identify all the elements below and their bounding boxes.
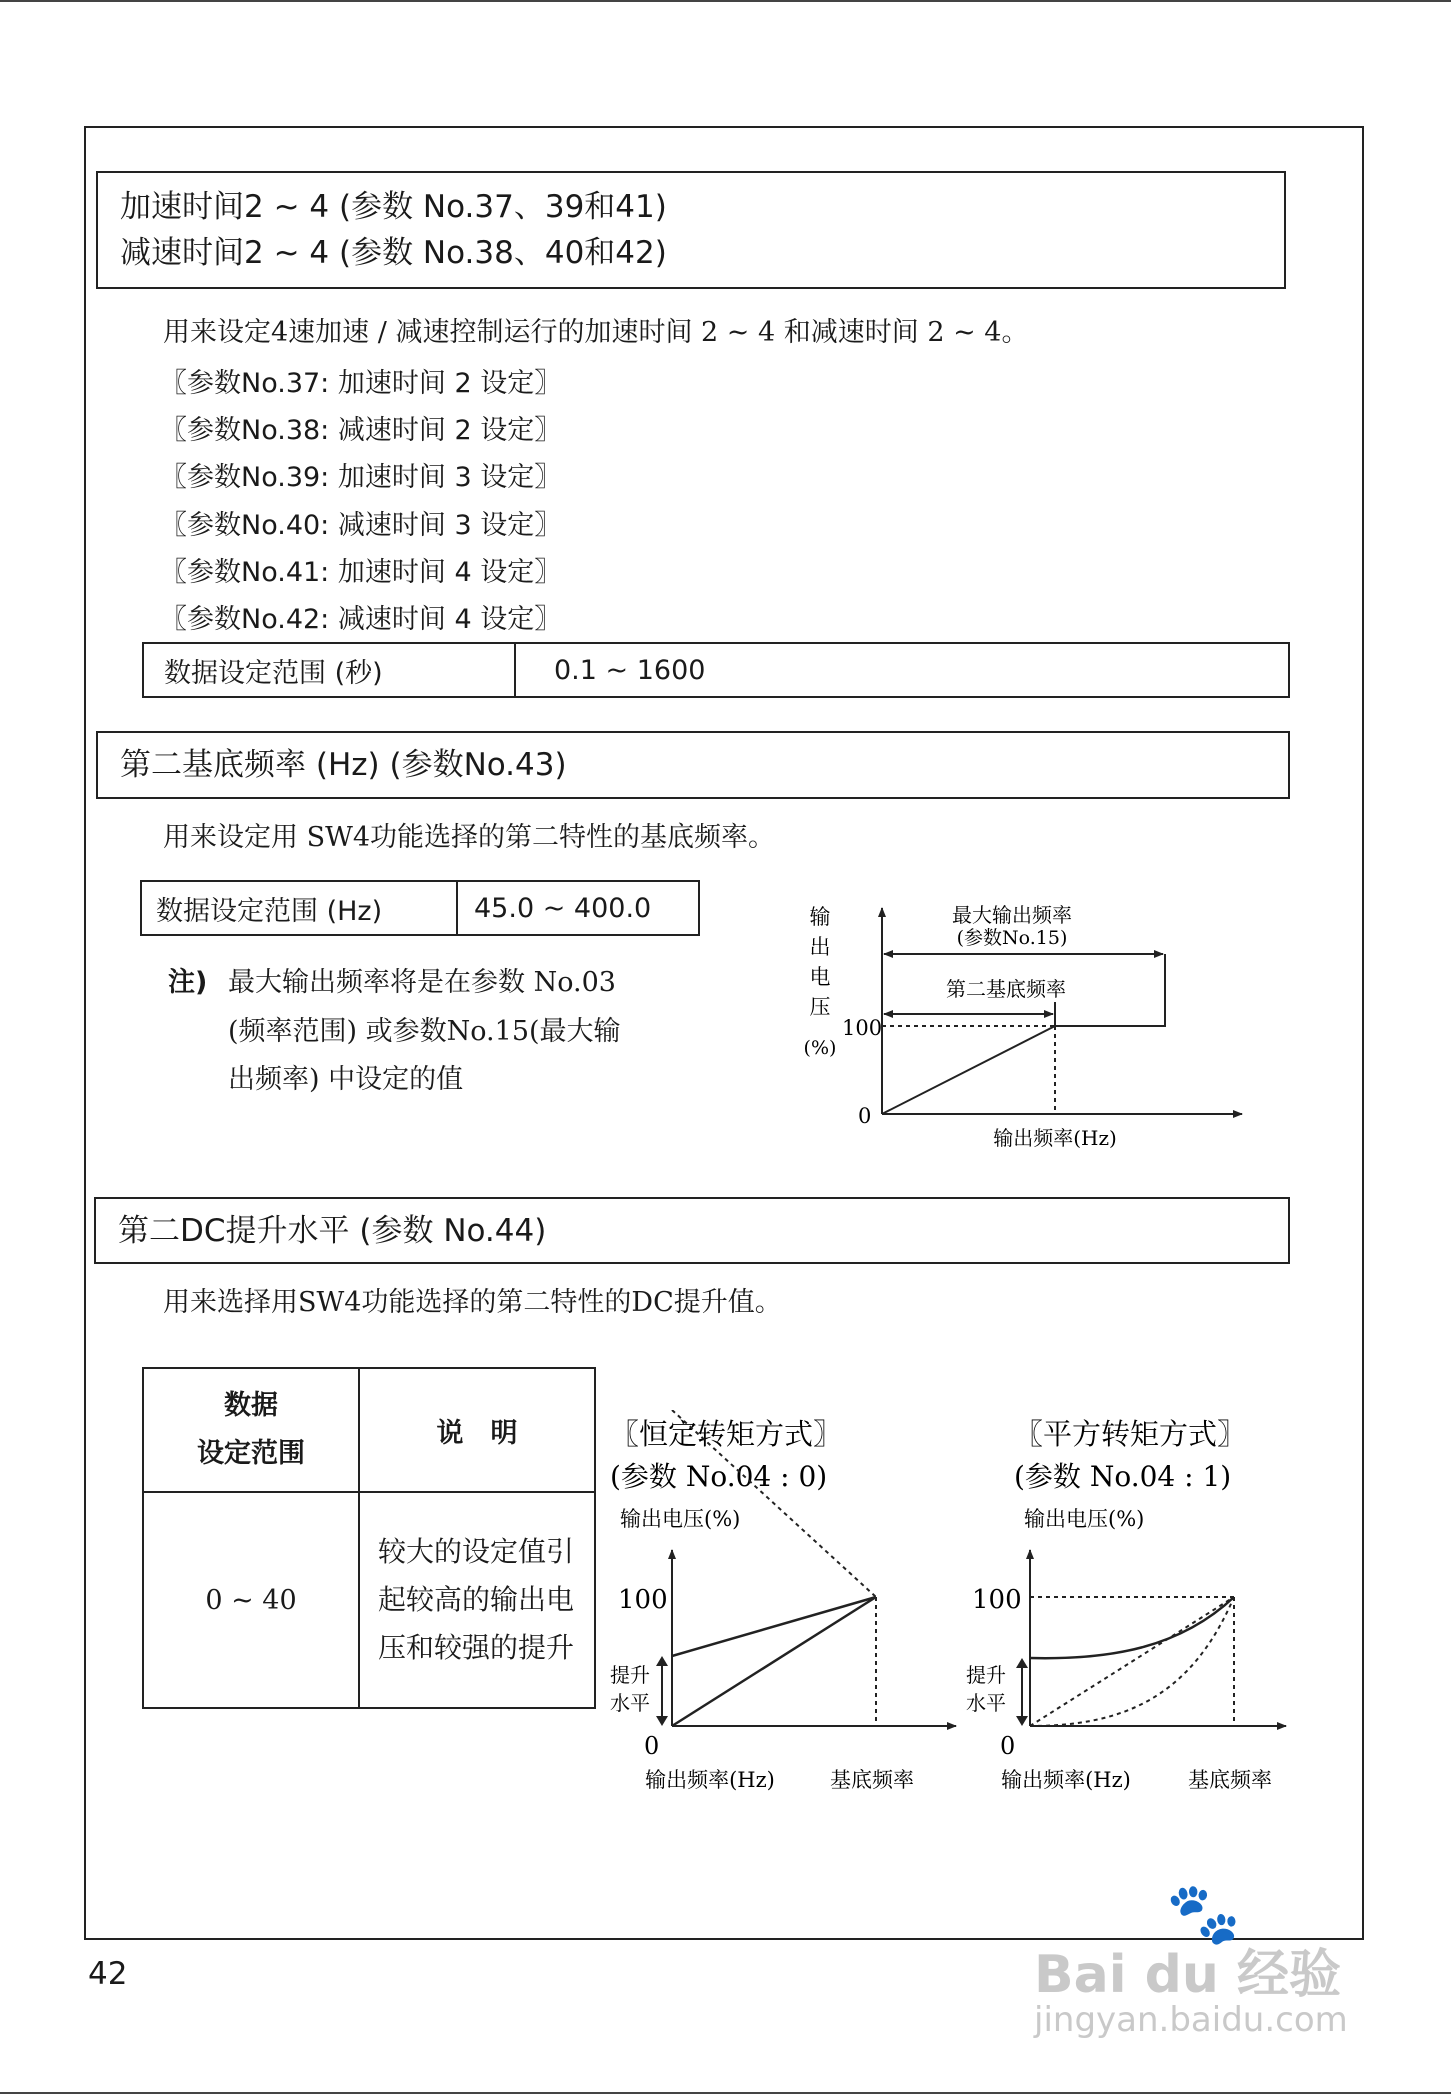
page-number: 42 <box>88 1956 128 1992</box>
range-label: 数据设定范围 (秒) <box>143 643 515 697</box>
note-line: 最大输出频率将是在参数 No.03 <box>228 967 616 998</box>
param-item: 〖参数No.41: 加速时间 4 设定〗 <box>160 557 562 588</box>
boosted-line <box>672 1597 876 1656</box>
boost-label-line2: 水平 <box>610 1691 650 1715</box>
section3-heading-box <box>94 1197 1290 1264</box>
watermark-paw-icon: 🐾 <box>1166 1879 1241 1949</box>
desc-cell <box>359 1492 595 1708</box>
col-range-header-line1: 数据 <box>223 1390 278 1421</box>
note-line: 出频率) 中设定的值 <box>228 1064 464 1095</box>
range-value: 45.0 ~ 400.0 <box>457 881 699 935</box>
section1-heading-line2: 减速时间2 ~ 4 (参数 No.38、40和42) <box>120 235 667 271</box>
graph-y-label: 输出电压(%) <box>620 1507 741 1531</box>
base-freq-label: 基底频率 <box>1188 1768 1272 1792</box>
y-label-char: 出 <box>809 935 831 959</box>
graph-title: 〖平方转矩方式〗 <box>1014 1417 1247 1451</box>
section3-heading: 第二DC提升水平 (参数 No.44) <box>118 1213 547 1249</box>
graph-y-label: 输出电压(%) <box>1024 1507 1145 1531</box>
base-frequency-diagram <box>790 890 1260 1160</box>
y-label-char: 输 <box>809 905 831 929</box>
y-tick-100: 100 <box>842 1016 883 1040</box>
range-value: 0.1 ~ 1600 <box>515 643 1289 697</box>
section1-range-table <box>142 642 1290 698</box>
unboosted-line <box>672 1597 876 1726</box>
desc-line: 压和较强的提升 <box>377 1631 574 1664</box>
param-item: 〖参数No.42: 减速时间 4 设定〗 <box>160 604 562 635</box>
section1-heading-line1: 加速时间2 ~ 4 (参数 No.37、39和41) <box>120 189 667 225</box>
boost-table <box>142 1367 596 1709</box>
param-item: 〖参数No.38: 减速时间 2 设定〗 <box>160 415 562 446</box>
y-label-char: 压 <box>809 995 831 1019</box>
note-label: 注) <box>168 967 208 998</box>
boost-label-line2: 水平 <box>966 1691 1006 1715</box>
top-rule <box>0 0 1451 2</box>
graph-title: 〖恒定转矩方式〗 <box>610 1417 843 1451</box>
section2-heading-box <box>96 731 1290 799</box>
y-label-char: 电 <box>809 965 831 989</box>
base-freq-label: 基底频率 <box>830 1768 914 1792</box>
section2-range-table <box>140 880 700 936</box>
desc-line: 较大的设定值引 <box>377 1535 574 1568</box>
boosted-curve <box>1030 1597 1234 1658</box>
max-freq-label: 最大输出频率 <box>952 903 1072 927</box>
param-item: 〖参数No.37: 加速时间 2 设定〗 <box>160 368 562 399</box>
vf-line <box>882 1026 1055 1114</box>
boost-label-line1: 提升 <box>610 1663 650 1687</box>
col-range-header-line2: 设定范围 <box>196 1438 305 1469</box>
y-tick-100: 100 <box>972 1585 1022 1615</box>
x-axis-label: 输出频率(Hz) <box>1001 1768 1131 1792</box>
bottom-rule <box>0 2092 1451 2094</box>
section3-description: 用来选择用SW4功能选择的第二特性的DC提升值。 <box>163 1287 782 1318</box>
watermark-url: jingyan.baidu.com <box>1034 2000 1348 2040</box>
base-freq-label: 第二基底频率 <box>946 977 1066 1001</box>
y-tick-100: 100 <box>618 1585 668 1615</box>
origin-label: 0 <box>858 1104 872 1128</box>
desc-line: 起较高的输出电 <box>377 1583 574 1616</box>
param-item: 〖参数No.40: 减速时间 3 设定〗 <box>160 510 562 541</box>
section2-description: 用来设定用 SW4功能选择的第二特性的基底频率。 <box>163 822 776 853</box>
section1-description: 用来设定4速加速 / 减速控制运行的加速时间 2 ~ 4 和减速时间 2 ~ 4。 <box>163 317 1029 348</box>
linear-dashed <box>1030 1597 1234 1726</box>
watermark-brand: Bai du 经验 <box>1034 1945 1341 2005</box>
origin-label: 0 <box>644 1732 660 1760</box>
col-range-header <box>143 1368 359 1492</box>
boost-label-line1: 提升 <box>966 1663 1006 1687</box>
x-axis-label: 输出频率(Hz) <box>645 1768 775 1792</box>
graph-param: (参数 No.04 : 1) <box>1014 1460 1232 1493</box>
range-label: 数据设定范围 (Hz) <box>141 881 457 935</box>
x-axis-label: 输出频率(Hz) <box>993 1126 1117 1150</box>
section2-heading: 第二基底频率 (Hz) (参数No.43) <box>120 747 567 783</box>
col-desc-header: 说 明 <box>359 1368 595 1492</box>
range-cell: 0 ~ 40 <box>143 1492 359 1708</box>
flat-line <box>1055 954 1165 1026</box>
constant-torque-graph <box>604 1410 964 1795</box>
max-freq-param: (参数No.15) <box>956 927 1068 949</box>
origin-label: 0 <box>1000 1732 1016 1760</box>
y-label-unit: (%) <box>803 1037 837 1059</box>
square-torque-graph <box>960 1410 1290 1795</box>
param-item: 〖参数No.39: 加速时间 3 设定〗 <box>160 462 562 493</box>
graph-param: (参数 No.04 : 0) <box>610 1460 828 1493</box>
note-line: (频率范围) 或参数No.15(最大输 <box>228 1016 621 1047</box>
section1-heading-box <box>96 171 1286 289</box>
